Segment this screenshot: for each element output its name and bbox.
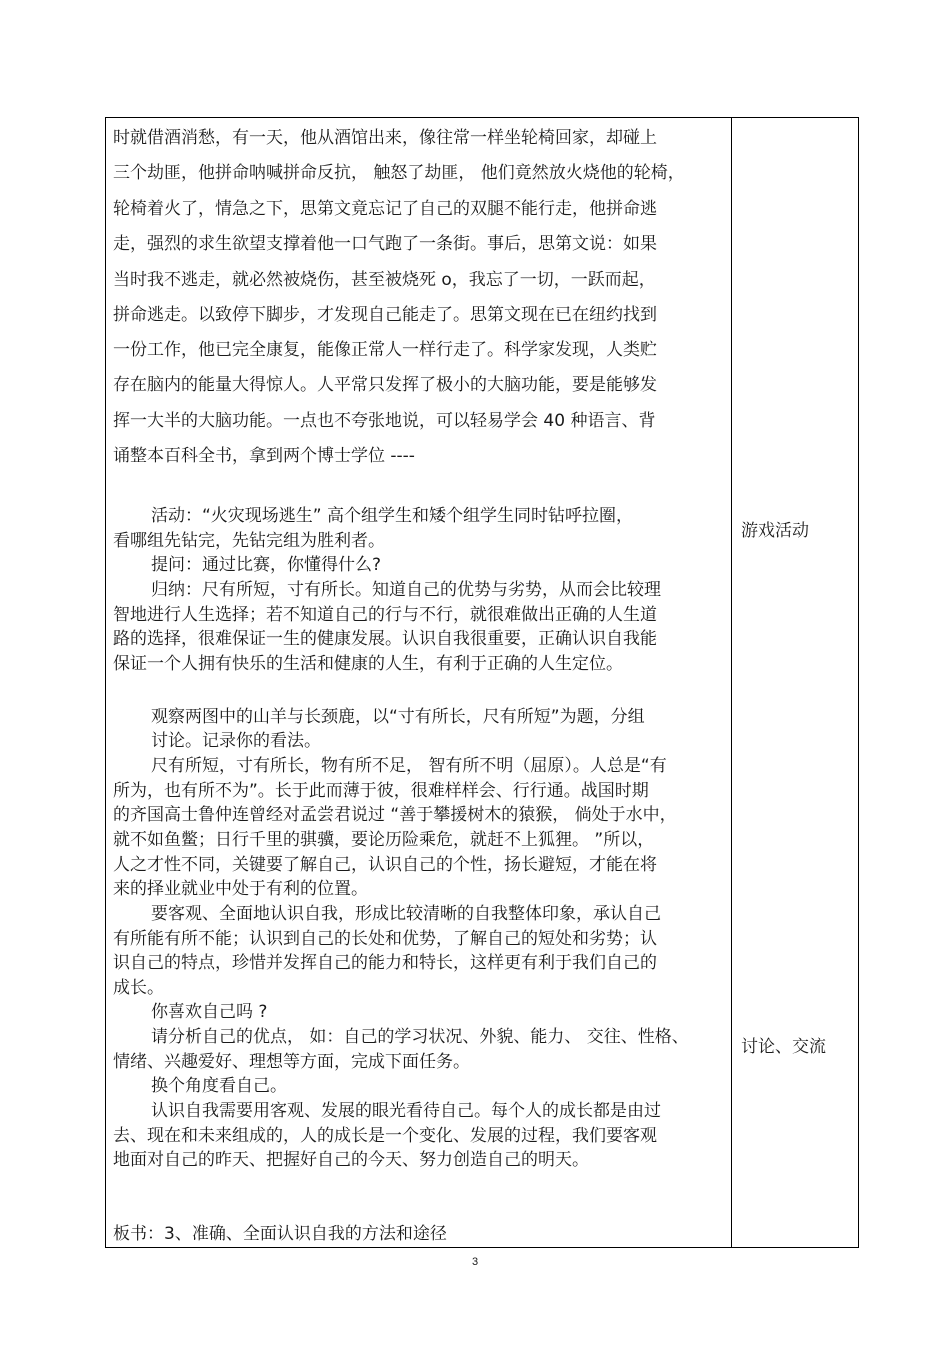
activity-line: 活动：“火灾现场逃生” 高个组学生和矮个组学生同时钻呼拉圈， [151, 506, 634, 526]
text-line: 当时我不逃走，就必然被烧伤，甚至被烧死 o，我忘了一切，一跃而起， [113, 270, 656, 290]
text-line: 有所能有所不能；认识到自己的长处和优势，了解自己的短处和劣势；认 [113, 929, 657, 949]
text-line: 智地进行人生选择；若不知道自己的行与不行，就很难做出正确的人生道 [113, 605, 657, 625]
question-line: 提问：通过比赛，你懂得什么? [151, 555, 382, 575]
text-line: 走，强烈的求生欲望支撑着他一口气跑了一条街。事后，思第文说：如果 [113, 234, 657, 254]
text-line: 尺有所短，寸有所长，物有所不足， 智有所不明（屈原）。人总是“有 [151, 756, 667, 776]
summary-line: 归纳：尺有所短，寸有所长。知道自己的优势与劣势，从而会比较理 [151, 580, 661, 600]
text-line: 时就借酒消愁，有一天，他从酒馆出来，像往常一样坐轮椅回家，却碰上 [113, 128, 657, 148]
side-note-game-activity: 游戏活动 [741, 521, 809, 541]
text-line: 请分析自己的优点， 如：自己的学习状况、外貌、能力、 交往、性格、 [151, 1027, 689, 1047]
blackboard-line: 板书：3、准确、全面认识自我的方法和途径 [113, 1224, 447, 1244]
text-line: 轮椅着火了，情急之下，思第文竟忘记了自己的双腿不能行走，他拼命逃 [113, 199, 657, 219]
text-line: 三个劫匪，他拼命呐喊拼命反抗， 触怒了劫匪， 他们竟然放火烧他的轮椅， [113, 163, 685, 183]
text-line: 人之才性不同，关键要了解自己，认识自己的个性，扬长避短，才能在将 [113, 855, 657, 875]
text-line: 就不如鱼鳖；日行千里的骐骥，要论历险乘危，就赶不上狐狸。 ”所以， [113, 830, 655, 850]
text-line: 看哪组先钻完，先钻完组为胜利者。 [113, 531, 385, 551]
text-line: 挥一大半的大脑功能。一点也不夸张地说，可以轻易学会 40 种语言、背 [113, 411, 656, 431]
text-line: 成长。 [113, 978, 164, 998]
text-line: 保证一个人拥有快乐的生活和健康的人生，有利于正确的人生定位。 [113, 654, 623, 674]
text-line: 要客观、全面地认识自我，形成比较清晰的自我整体印象，承认自己 [151, 904, 661, 924]
text-line: 去、现在和未来组成的，人的成长是一个变化、发展的过程，我们要客观 [113, 1126, 657, 1146]
text-line: 观察两图中的山羊与长颈鹿，以“寸有所长，尺有所短”为题，分组 [151, 707, 645, 727]
text-line: 你喜欢自己吗 ? [151, 1002, 268, 1022]
text-line: 来的择业就业中处于有利的位置。 [113, 879, 368, 899]
text-line: 识自己的特点，珍惜并发挥自己的能力和特长，这样更有利于我们自己的 [113, 953, 657, 973]
text-line: 换个角度看自己。 [151, 1076, 287, 1096]
text-line: 存在脑内的能量大得惊人。人平常只发挥了极小的大脑功能，要是能够发 [113, 375, 657, 395]
page-number: 3 [471, 1256, 479, 1268]
text-line: 路的选择，很难保证一生的健康发展。认识自我很重要，正确认识自我能 [113, 629, 657, 649]
text-line: 认识自我需要用客观、发展的眼光看待自己。每个人的成长都是由过 [151, 1101, 661, 1121]
column-divider [731, 117, 732, 1248]
text-line: 的齐国高士鲁仲连曾经对孟尝君说过 “善于攀援树木的猿猴， 倘处于水中， [113, 805, 677, 825]
text-line: 一份工作，他已完全康复，能像正常人一样行走了。科学家发现，人类贮 [113, 340, 657, 360]
text-line: 所为，也有所不为”。长于此而薄于彼，很难样样会、行行通。战国时期 [113, 781, 649, 801]
text-line: 讨论。记录你的看法。 [151, 731, 321, 751]
text-line: 地面对自己的昨天、把握好自己的今天、努力创造自己的明天。 [113, 1150, 589, 1170]
side-note-discussion: 讨论、交流 [741, 1037, 826, 1057]
text-line: 拼命逃走。以致停下脚步，才发现自己能走了。思第文现在已在纽约找到 [113, 305, 657, 325]
text-line: 情绪、兴趣爱好、理想等方面，完成下面任务。 [113, 1052, 470, 1072]
text-line: 诵整本百科全书，拿到两个博士学位 ---- [113, 446, 415, 466]
